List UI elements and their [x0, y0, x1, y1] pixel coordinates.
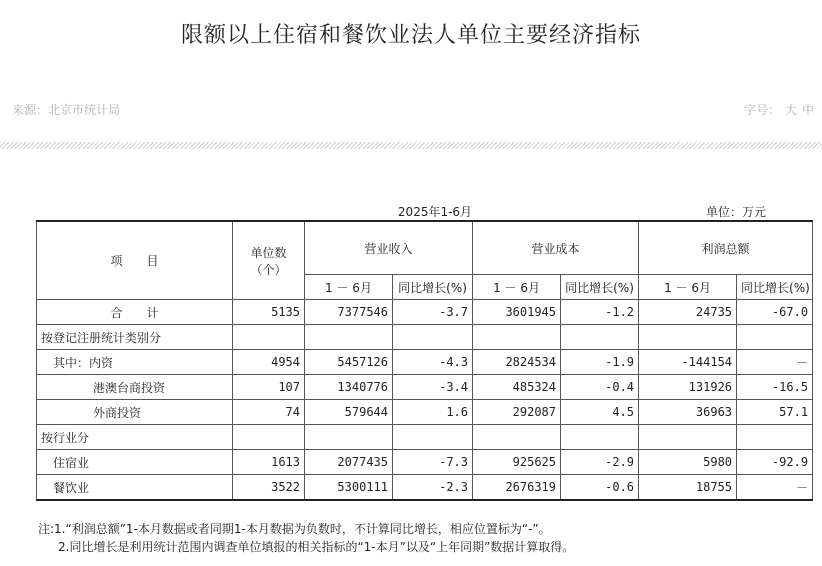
table-row: [37, 425, 813, 450]
cell-profit-yoy: -16.5: [737, 375, 813, 400]
cell-rev: 1340776: [305, 375, 393, 400]
header-revenue: 营业收入: [305, 221, 473, 275]
cell-profit: 24735: [639, 300, 737, 325]
cell-rev: [305, 325, 393, 350]
row-label: 餐饮业: [37, 475, 233, 501]
row-label: 按登记注册统计类别分: [37, 325, 233, 350]
cell-rev-yoy: -2.3: [393, 475, 473, 501]
header-profit-yoy: 同比增长(%): [737, 275, 813, 300]
cell-cost: 292087: [473, 400, 561, 425]
header-revenue-period: 1 － 6月: [305, 275, 393, 300]
cell-cost: 485324: [473, 375, 561, 400]
row-label: 港澳台商投资: [37, 375, 233, 400]
header-cost-yoy: 同比增长(%): [561, 275, 639, 300]
cell-profit: 131926: [639, 375, 737, 400]
cell-cost-yoy: 4.5: [561, 400, 639, 425]
font-size-large-link[interactable]: 大: [784, 103, 797, 117]
cell-cost-yoy: -1.2: [561, 300, 639, 325]
cell-rev: 5300111: [305, 475, 393, 501]
divider-stripe: [0, 142, 822, 149]
cell-profit: -144154: [639, 350, 737, 375]
cell-profit-yoy: [737, 325, 813, 350]
cell-profit: 36963: [639, 400, 737, 425]
cell-profit: 5980: [639, 450, 737, 475]
table-row: [37, 325, 813, 350]
cell-cost: 2824534: [473, 350, 561, 375]
cell-rev-yoy: -7.3: [393, 450, 473, 475]
table-row: [37, 350, 813, 375]
cell-units: 3522: [233, 475, 305, 501]
header-units-count: [233, 221, 305, 300]
row-label: 合 计: [37, 300, 233, 325]
font-size-switcher: [744, 101, 814, 118]
cell-rev: 5457126: [305, 350, 393, 375]
table-row: [37, 400, 813, 425]
row-label: 按行业分: [37, 425, 233, 450]
cell-cost: 925625: [473, 450, 561, 475]
cell-units: 1613: [233, 450, 305, 475]
cell-profit-yoy: －: [737, 475, 813, 501]
table-unit: 单位：万元: [706, 205, 767, 219]
footnotes: [38, 520, 574, 556]
table-row: [37, 450, 813, 475]
table-period: 2025年1-6月: [397, 205, 473, 219]
cell-cost-yoy: -2.9: [561, 450, 639, 475]
table-row: [37, 475, 813, 501]
cell-rev: 7377546: [305, 300, 393, 325]
cell-profit: 18755: [639, 475, 737, 501]
header-revenue-yoy: 同比增长(%): [393, 275, 473, 300]
header-cost: 营业成本: [473, 221, 639, 275]
cell-rev-yoy: 1.6: [393, 400, 473, 425]
header-profit: 利润总额: [639, 221, 813, 275]
cell-cost: 3601945: [473, 300, 561, 325]
cell-units: [233, 425, 305, 450]
cell-units: 74: [233, 400, 305, 425]
cell-rev: [305, 425, 393, 450]
header-units-count-sub: （个）: [250, 262, 287, 277]
header-cost-period: 1 － 6月: [473, 275, 561, 300]
indicator-table: [36, 220, 813, 501]
cell-cost-yoy: [561, 325, 639, 350]
cell-profit-yoy: -67.0: [737, 300, 813, 325]
cell-profit-yoy: -92.9: [737, 450, 813, 475]
page-title: 限额以上住宿和餐饮业法人单位主要经济指标: [180, 23, 641, 48]
source-label: 来源：北京市统计局: [12, 103, 121, 117]
cell-units: 5135: [233, 300, 305, 325]
cell-units: [233, 325, 305, 350]
table-row: [37, 300, 813, 325]
row-label: 住宿业: [37, 450, 233, 475]
cell-units: 107: [233, 375, 305, 400]
cell-cost: 2676319: [473, 475, 561, 501]
cell-cost-yoy: -0.6: [561, 475, 639, 501]
cell-rev: 579644: [305, 400, 393, 425]
table-row: [37, 375, 813, 400]
cell-rev-yoy: [393, 425, 473, 450]
cell-units: 4954: [233, 350, 305, 375]
cell-profit: [639, 425, 737, 450]
cell-rev-yoy: -4.3: [393, 350, 473, 375]
row-label: 其中：内资: [37, 350, 233, 375]
cell-profit-yoy: －: [737, 350, 813, 375]
cell-rev-yoy: -3.7: [393, 300, 473, 325]
cell-rev-yoy: [393, 325, 473, 350]
footnote-2: 2.同比增长是利用统计范围内调查单位填报的相关指标的“1-本月”以及“上年同期”数据计算取得。: [58, 540, 575, 554]
cell-cost-yoy: -1.9: [561, 350, 639, 375]
cell-cost-yoy: [561, 425, 639, 450]
footnote-1: 注:1.“利润总额”1-本月数据或者同期1-本月数据为负数时，不计算同比增长，相应位置标为“-”。: [38, 522, 551, 536]
cell-cost-yoy: -0.4: [561, 375, 639, 400]
header-profit-period: 1 － 6月: [639, 275, 737, 300]
cell-rev-yoy: -3.4: [393, 375, 473, 400]
header-units-count-label: 单位数: [250, 245, 287, 260]
cell-cost: [473, 425, 561, 450]
row-label: 外商投资: [37, 400, 233, 425]
font-size-medium-link[interactable]: 中: [801, 103, 814, 117]
header-item: 项 目: [37, 221, 233, 300]
cell-cost: [473, 325, 561, 350]
cell-rev: 2077435: [305, 450, 393, 475]
font-size-label: 字号：: [743, 103, 780, 117]
cell-profit-yoy: [737, 425, 813, 450]
cell-profit-yoy: 57.1: [737, 400, 813, 425]
cell-profit: [639, 325, 737, 350]
